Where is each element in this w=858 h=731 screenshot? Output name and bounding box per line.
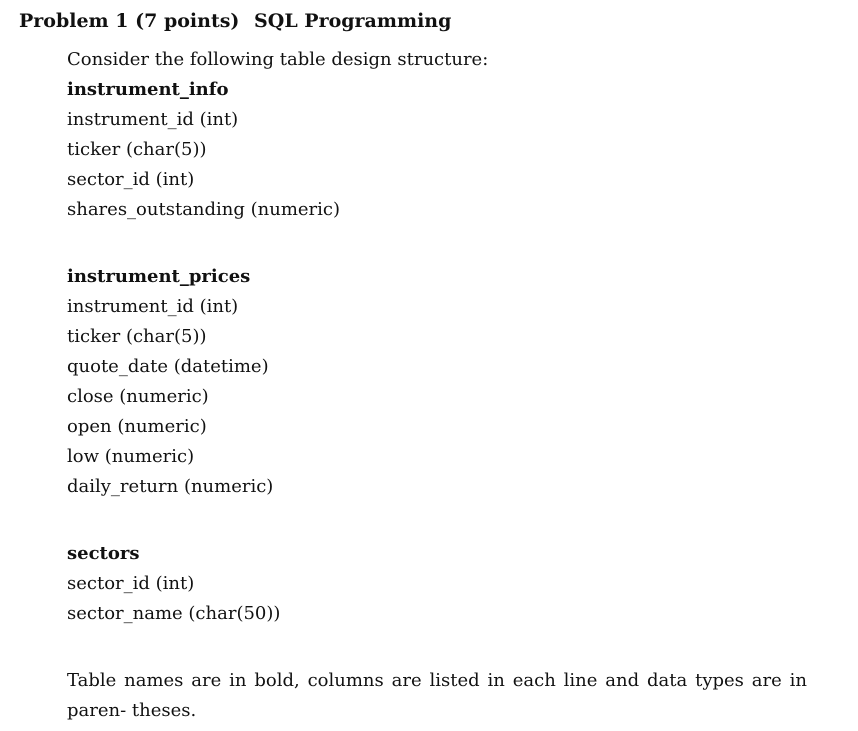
problem-heading	[19, 10, 451, 32]
column-line: shares_outstanding (numeric)	[67, 199, 341, 220]
table-name: instrument_info	[67, 79, 229, 100]
problem-topic: SQL Programming	[254, 10, 452, 32]
table-instrument-prices	[67, 262, 807, 502]
table-name: instrument_prices	[67, 266, 251, 287]
table-sectors	[67, 539, 807, 629]
column-line: open (numeric)	[67, 416, 207, 437]
explanatory-note: Table names are in bold, columns are listed in each line and data types are in paren- theses.	[67, 670, 807, 721]
intro-text: Consider the following table design structure:	[67, 49, 489, 70]
column-line: ticker (char(5))	[67, 326, 207, 347]
column-line: quote_date (datetime)	[67, 356, 269, 377]
problem-points: (7 points)	[135, 10, 240, 32]
column-line: ticker (char(5))	[67, 139, 207, 160]
column-line: instrument_id (int)	[67, 109, 239, 130]
problem-number: Problem 1	[19, 10, 129, 32]
column-line: sector_name (char(50))	[67, 603, 281, 624]
column-line: close (numeric)	[67, 386, 209, 407]
problem-body	[67, 45, 807, 726]
column-line: instrument_id (int)	[67, 296, 239, 317]
column-line: daily_return (numeric)	[67, 476, 274, 497]
column-line: low (numeric)	[67, 446, 195, 467]
table-instrument-info	[67, 75, 807, 225]
table-name: sectors	[67, 543, 140, 564]
column-line: sector_id (int)	[67, 169, 195, 190]
column-line: sector_id (int)	[67, 573, 195, 594]
